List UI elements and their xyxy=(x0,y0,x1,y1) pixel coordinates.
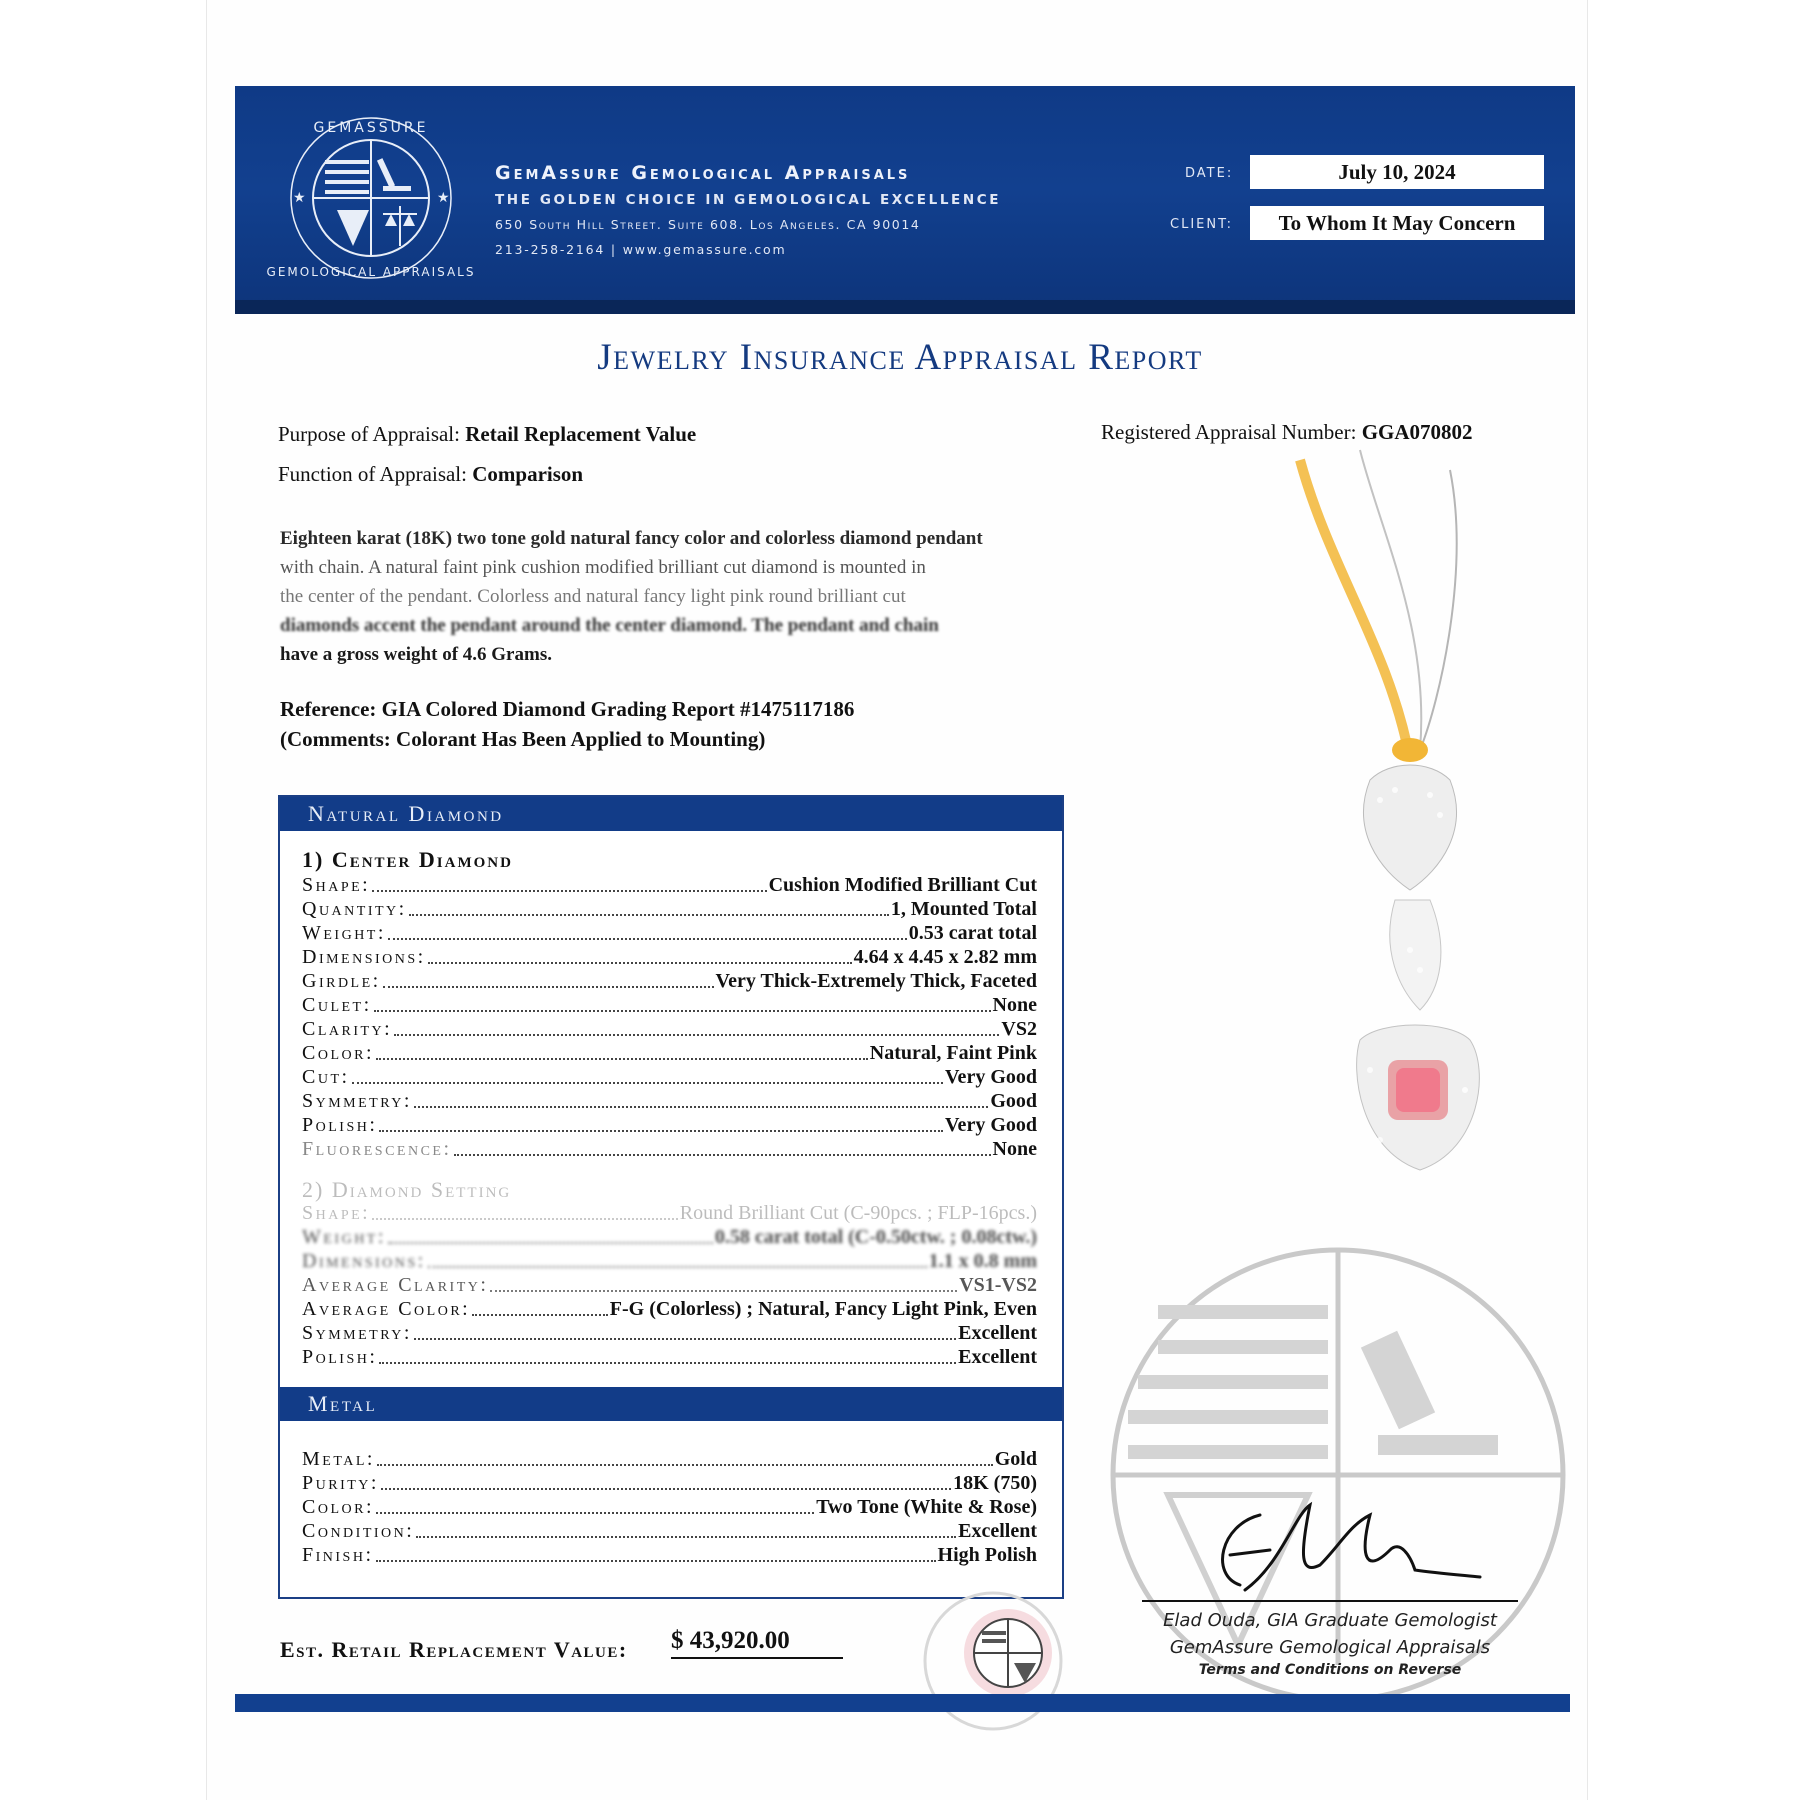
value-amount: $ 43,920.00 xyxy=(671,1627,843,1659)
spec-row xyxy=(302,1297,1037,1321)
center-diamond-title: 1) Center Diamond xyxy=(302,847,513,872)
spec-key: Shape: xyxy=(302,1202,371,1224)
spec-value: F-G (Colorless) ; Natural, Fancy Light Pink, Even xyxy=(609,1298,1037,1320)
spec-value: Two Tone (White & Rose) xyxy=(816,1496,1037,1518)
company-address: 650 South Hill Street. Suite 608. Los Angeles. CA 90014 xyxy=(495,217,921,232)
description-line: the center of the pendant. Colorless and natural fancy light pink round brilliant cut xyxy=(280,586,906,607)
spec-key: Symmetry: xyxy=(302,1090,412,1112)
spec-row xyxy=(302,969,1037,993)
spec-row xyxy=(302,1273,1037,1297)
spec-row xyxy=(302,1225,1037,1249)
spec-row xyxy=(302,873,1037,897)
company-name: GemAssure Gemological Appraisals xyxy=(495,162,911,184)
reference-block xyxy=(280,694,854,754)
spec-key: Finish: xyxy=(302,1544,374,1566)
spec-key: Dimensions: xyxy=(302,946,426,968)
spec-key: Shape: xyxy=(302,874,371,896)
embossed-seal-icon xyxy=(908,1583,1078,1703)
spec-value: Very Good xyxy=(944,1114,1037,1136)
spec-value: Round Brilliant Cut (C-90pcs. ; FLP-16pcs.) xyxy=(679,1202,1037,1224)
registration-line xyxy=(1101,420,1473,445)
natural-diamond-header: Natural Diamond xyxy=(280,797,1062,831)
spec-row xyxy=(302,1471,1037,1495)
footer-bar xyxy=(235,1694,1570,1712)
appraiser-name: Elad Ouda, GIA Graduate Gemologist xyxy=(1163,1610,1497,1631)
spec-value: 0.53 carat total xyxy=(908,922,1037,944)
spec-row xyxy=(302,945,1037,969)
gemassure-logo-icon xyxy=(266,114,476,282)
appraiser-company: GemAssure Gemological Appraisals xyxy=(1169,1637,1491,1658)
purpose-value: Retail Replacement Value xyxy=(465,422,697,446)
report-title: Jewelry Insurance Appraisal Report xyxy=(597,337,1203,378)
spec-row xyxy=(302,1089,1037,1113)
function-value: Comparison xyxy=(472,462,584,486)
setting-title: 2) Diamond Setting xyxy=(302,1177,512,1202)
spec-key: Average Color: xyxy=(302,1298,471,1320)
comments-line: (Comments: Colorant Has Been Applied to Mounting) xyxy=(280,727,766,751)
spec-value: Cushion Modified Brilliant Cut xyxy=(768,874,1037,896)
function-label: Function of Appraisal: xyxy=(278,462,467,486)
spec-value: Gold xyxy=(994,1448,1037,1470)
spec-key: Metal: xyxy=(302,1448,375,1470)
client-value: To Whom It May Concern xyxy=(1250,206,1544,240)
svg-text:★: ★ xyxy=(437,191,450,206)
reference-line: Reference: GIA Colored Diamond Grading Report #1475117186 xyxy=(280,697,855,721)
spec-row xyxy=(302,921,1037,945)
description-line: Eighteen karat (18K) two tone gold natural fancy color and colorless diamond pendant xyxy=(280,528,983,549)
registration-label: Registered Appraisal Number: xyxy=(1101,420,1357,444)
specs-panel xyxy=(278,795,1064,1599)
spec-value: Excellent xyxy=(958,1322,1037,1344)
pendant-image xyxy=(1270,450,1510,1210)
company-tagline: THE GOLDEN CHOICE IN GEMOLOGICAL EXCELLENCE xyxy=(495,192,1002,208)
spec-value: 0.58 carat total (C-0.50ctw. ; 0.08ctw.) xyxy=(714,1226,1037,1248)
spec-key: Color: xyxy=(302,1496,375,1518)
spec-value: High Polish xyxy=(937,1544,1037,1566)
spec-row xyxy=(302,993,1037,1017)
terms-note: Terms and Conditions on Reverse xyxy=(1198,1662,1462,1678)
spec-value: None xyxy=(992,994,1037,1016)
spec-row xyxy=(302,897,1037,921)
spec-key: Purity: xyxy=(302,1472,379,1494)
letterhead xyxy=(235,86,1575,314)
signature-image xyxy=(1200,1495,1490,1605)
spec-value: 1, Mounted Total xyxy=(890,898,1037,920)
spec-value: Very Thick-Extremely Thick, Faceted xyxy=(715,970,1037,992)
spec-key: Weight: xyxy=(302,1226,386,1248)
registration-value: GGA070802 xyxy=(1361,420,1473,444)
company-phone-web: 213-258-2164 | www.gemassure.com xyxy=(495,242,787,257)
value-label: Est. Retail Replacement Value: xyxy=(280,1637,628,1662)
spec-key: Weight: xyxy=(302,922,386,944)
item-description xyxy=(280,524,1185,669)
spec-key: Girdle: xyxy=(302,970,381,992)
svg-text:GEMOLOGICAL APPRAISALS: GEMOLOGICAL APPRAISALS xyxy=(266,265,476,279)
spec-key: Cut: xyxy=(302,1066,350,1088)
spec-value: 18K (750) xyxy=(953,1472,1037,1494)
function-line xyxy=(278,462,583,487)
spec-key: Culet: xyxy=(302,994,372,1016)
purpose-line xyxy=(278,422,696,447)
header-strip xyxy=(235,300,1575,314)
spec-key: Average Clarity: xyxy=(302,1274,489,1296)
metal-header: Metal xyxy=(280,1387,1062,1421)
spec-value: Excellent xyxy=(958,1520,1037,1542)
signature-line xyxy=(1142,1600,1518,1602)
date-label: DATE: xyxy=(1185,166,1234,181)
spec-key: Color: xyxy=(302,1042,375,1064)
spec-row xyxy=(302,1113,1037,1137)
spec-row xyxy=(302,1041,1037,1065)
spec-row xyxy=(302,1543,1037,1567)
spec-key: Condition: xyxy=(302,1520,415,1542)
spec-value: 1.1 x 0.8 mm xyxy=(928,1250,1037,1272)
spec-row xyxy=(302,1321,1037,1345)
spec-key: Fluorescence: xyxy=(302,1138,452,1160)
spec-value: VS1-VS2 xyxy=(959,1274,1037,1296)
spec-row xyxy=(302,1249,1037,1273)
spec-value: 4.64 x 4.45 x 2.82 mm xyxy=(853,946,1037,968)
spec-value: Natural, Faint Pink xyxy=(869,1042,1037,1064)
spec-value: VS2 xyxy=(1001,1018,1037,1040)
client-label: CLIENT: xyxy=(1170,217,1233,232)
description-line: with chain. A natural faint pink cushion modified brilliant cut diamond is mounted in xyxy=(280,557,926,578)
description-line: have a gross weight of 4.6 Grams. xyxy=(280,644,552,665)
svg-text:GEMASSURE: GEMASSURE xyxy=(313,120,429,136)
svg-text:★: ★ xyxy=(293,191,306,206)
spec-key: Clarity: xyxy=(302,1018,393,1040)
spec-key: Quantity: xyxy=(302,898,407,920)
spec-key: Polish: xyxy=(302,1114,378,1136)
date-value: July 10, 2024 xyxy=(1250,155,1544,189)
spec-row xyxy=(302,1201,1037,1225)
spec-row xyxy=(302,1345,1037,1369)
spec-value: None xyxy=(992,1138,1037,1160)
spec-value: Very Good xyxy=(944,1066,1037,1088)
description-line: diamonds accent the pendant around the center diamond. The pendant and chain xyxy=(280,615,939,636)
spec-key: Dimensions: xyxy=(302,1250,426,1272)
spec-row xyxy=(302,1495,1037,1519)
spec-key: Symmetry: xyxy=(302,1322,412,1344)
spec-key: Polish: xyxy=(302,1346,378,1368)
spec-value: Good xyxy=(990,1090,1037,1112)
spec-row xyxy=(302,1447,1037,1471)
purpose-label: Purpose of Appraisal: xyxy=(278,422,460,446)
spec-row xyxy=(302,1017,1037,1041)
spec-row xyxy=(302,1137,1037,1161)
spec-row xyxy=(302,1065,1037,1089)
spec-value: Excellent xyxy=(958,1346,1037,1368)
spec-row xyxy=(302,1519,1037,1543)
